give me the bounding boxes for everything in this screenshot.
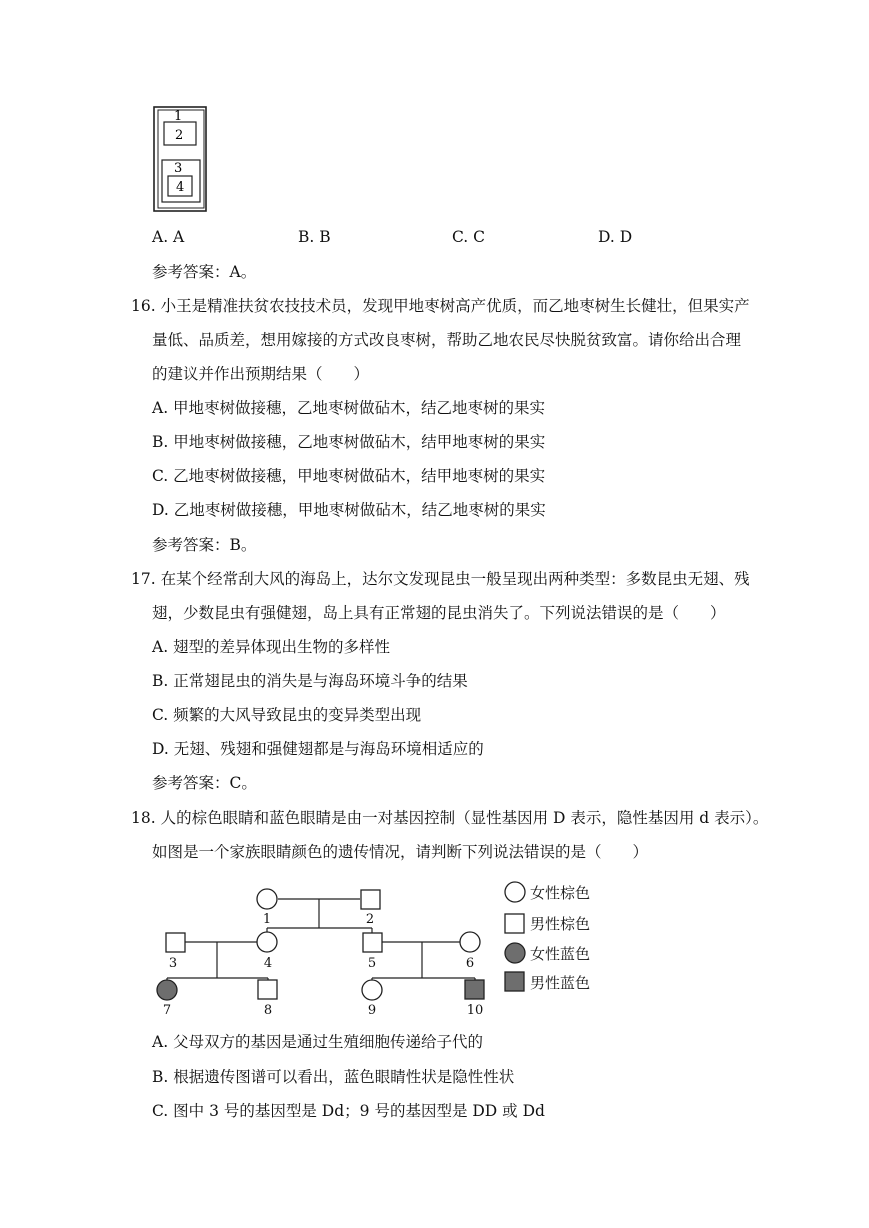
member-label-6: 6: [465, 956, 475, 971]
member-1-female-brown: [257, 889, 277, 909]
q18-option-a: A. 父母双方的基因是通过生殖细胞传递给子代的: [152, 1033, 484, 1051]
member-label-2: 2: [365, 912, 375, 927]
q17-stem-line-1: 17. 在某个经常刮大风的海岛上，达尔文发现昆虫一般呈现出两种类型：多数昆虫无翅、残: [131, 570, 750, 588]
fig-label-3: 3: [174, 161, 183, 176]
q16-option-a: A. 甲地枣树做接穗，乙地枣树做砧木，结乙地枣树的果实: [152, 399, 546, 417]
q17-option-d: D. 无翅、残翅和强健翅都是与海岛环境相适应的: [152, 740, 484, 758]
legend-symbol-male-brown: [505, 914, 524, 933]
q16-option-b: B. 甲地枣树做接穗，乙地枣树做砧木，结甲地枣树的果实: [152, 433, 546, 451]
member-7-female-blue: [157, 980, 177, 1000]
q18-option-c: C. 图中 3 号的基因型是 Dd；9 号的基因型是 DD 或 Dd: [152, 1102, 545, 1120]
legend-symbol-female-blue: [505, 943, 525, 963]
q15-nested-box-figure: [150, 104, 212, 214]
member-6-female-brown: [460, 932, 480, 952]
q17-stem-line-2: 翅，少数昆虫有强健翅，岛上具有正常翅的昆虫消失了。下列说法错误的是（ ）: [152, 604, 726, 622]
q15-option-c: C. C: [452, 228, 486, 246]
q16-answer: 参考答案：B。: [152, 536, 257, 554]
q15-answer: 参考答案：A。: [152, 263, 257, 281]
q16-option-c: C. 乙地枣树做接穗，甲地枣树做砧木，结甲地枣树的果实: [152, 467, 546, 485]
fig-label-4: 4: [176, 180, 185, 195]
member-5-male-brown: [363, 933, 382, 952]
q16-stem-line-3: 的建议并作出预期结果（ ）: [152, 365, 370, 383]
q17-answer: 参考答案：C。: [152, 774, 257, 792]
q17-option-c: C. 频繁的大风导致昆虫的变异类型出现: [152, 706, 422, 724]
pedigree-legend: [505, 882, 525, 991]
fig-label-2: 2: [175, 128, 184, 143]
q16-stem-line-1: 16. 小王是精准扶贫农技技术员，发现甲地枣树高产优质，而乙地枣树生长健壮，但果实产: [131, 297, 750, 315]
legend-symbol-male-blue: [505, 972, 524, 991]
member-4-female-brown: [257, 932, 277, 952]
legend-label-female-blue: 女性蓝色: [530, 945, 591, 963]
fig-label-1: 1: [174, 109, 183, 124]
member-label-9: 9: [367, 1003, 377, 1018]
member-2-male-brown: [361, 890, 380, 909]
member-label-5: 5: [367, 956, 377, 971]
q16-stem-line-2: 量低、品质差，想用嫁接的方式改良枣树，帮助乙地农民尽快脱贫致富。请你给出合理: [152, 331, 742, 349]
member-label-1: 1: [262, 912, 272, 927]
legend-label-female-brown: 女性棕色: [530, 884, 591, 902]
q15-option-a: A. A: [152, 228, 185, 246]
member-3-male-brown: [166, 933, 185, 952]
member-label-7: 7: [162, 1003, 172, 1018]
q15-option-b: B. B: [298, 228, 331, 246]
q18-stem-line-1: 18. 人的棕色眼睛和蓝色眼睛是由一对基因控制（显性基因用 D 表示，隐性基因用 d 表示）。: [131, 809, 769, 827]
q17-option-b: B. 正常翅昆虫的消失是与海岛环境斗争的结果: [152, 672, 468, 690]
member-label-3: 3: [168, 956, 178, 971]
q15-option-d: D. D: [598, 228, 633, 246]
legend-symbol-female-brown: [505, 882, 525, 902]
member-10-male-blue: [465, 980, 484, 999]
legend-label-male-blue: 男性蓝色: [530, 974, 591, 992]
member-label-4: 4: [263, 956, 273, 971]
q18-option-b: B. 根据遗传图谱可以看出，蓝色眼睛性状是隐性性状: [152, 1068, 515, 1086]
member-label-8: 8: [263, 1003, 273, 1018]
q16-option-d: D. 乙地枣树做接穗，甲地枣树做砧木，结乙地枣树的果实: [152, 501, 546, 519]
q17-option-a: A. 翅型的差异体现出生物的多样性: [152, 638, 391, 656]
member-8-male-brown: [258, 980, 277, 999]
q18-stem-line-2: 如图是一个家族眼睛颜色的遗传情况，请判断下列说法错误的是（ ）: [152, 843, 649, 861]
pedigree-chart: [150, 876, 610, 1022]
member-9-female-brown: [362, 980, 382, 1000]
legend-label-male-brown: 男性棕色: [530, 915, 591, 933]
member-label-10: 10: [466, 1003, 484, 1018]
